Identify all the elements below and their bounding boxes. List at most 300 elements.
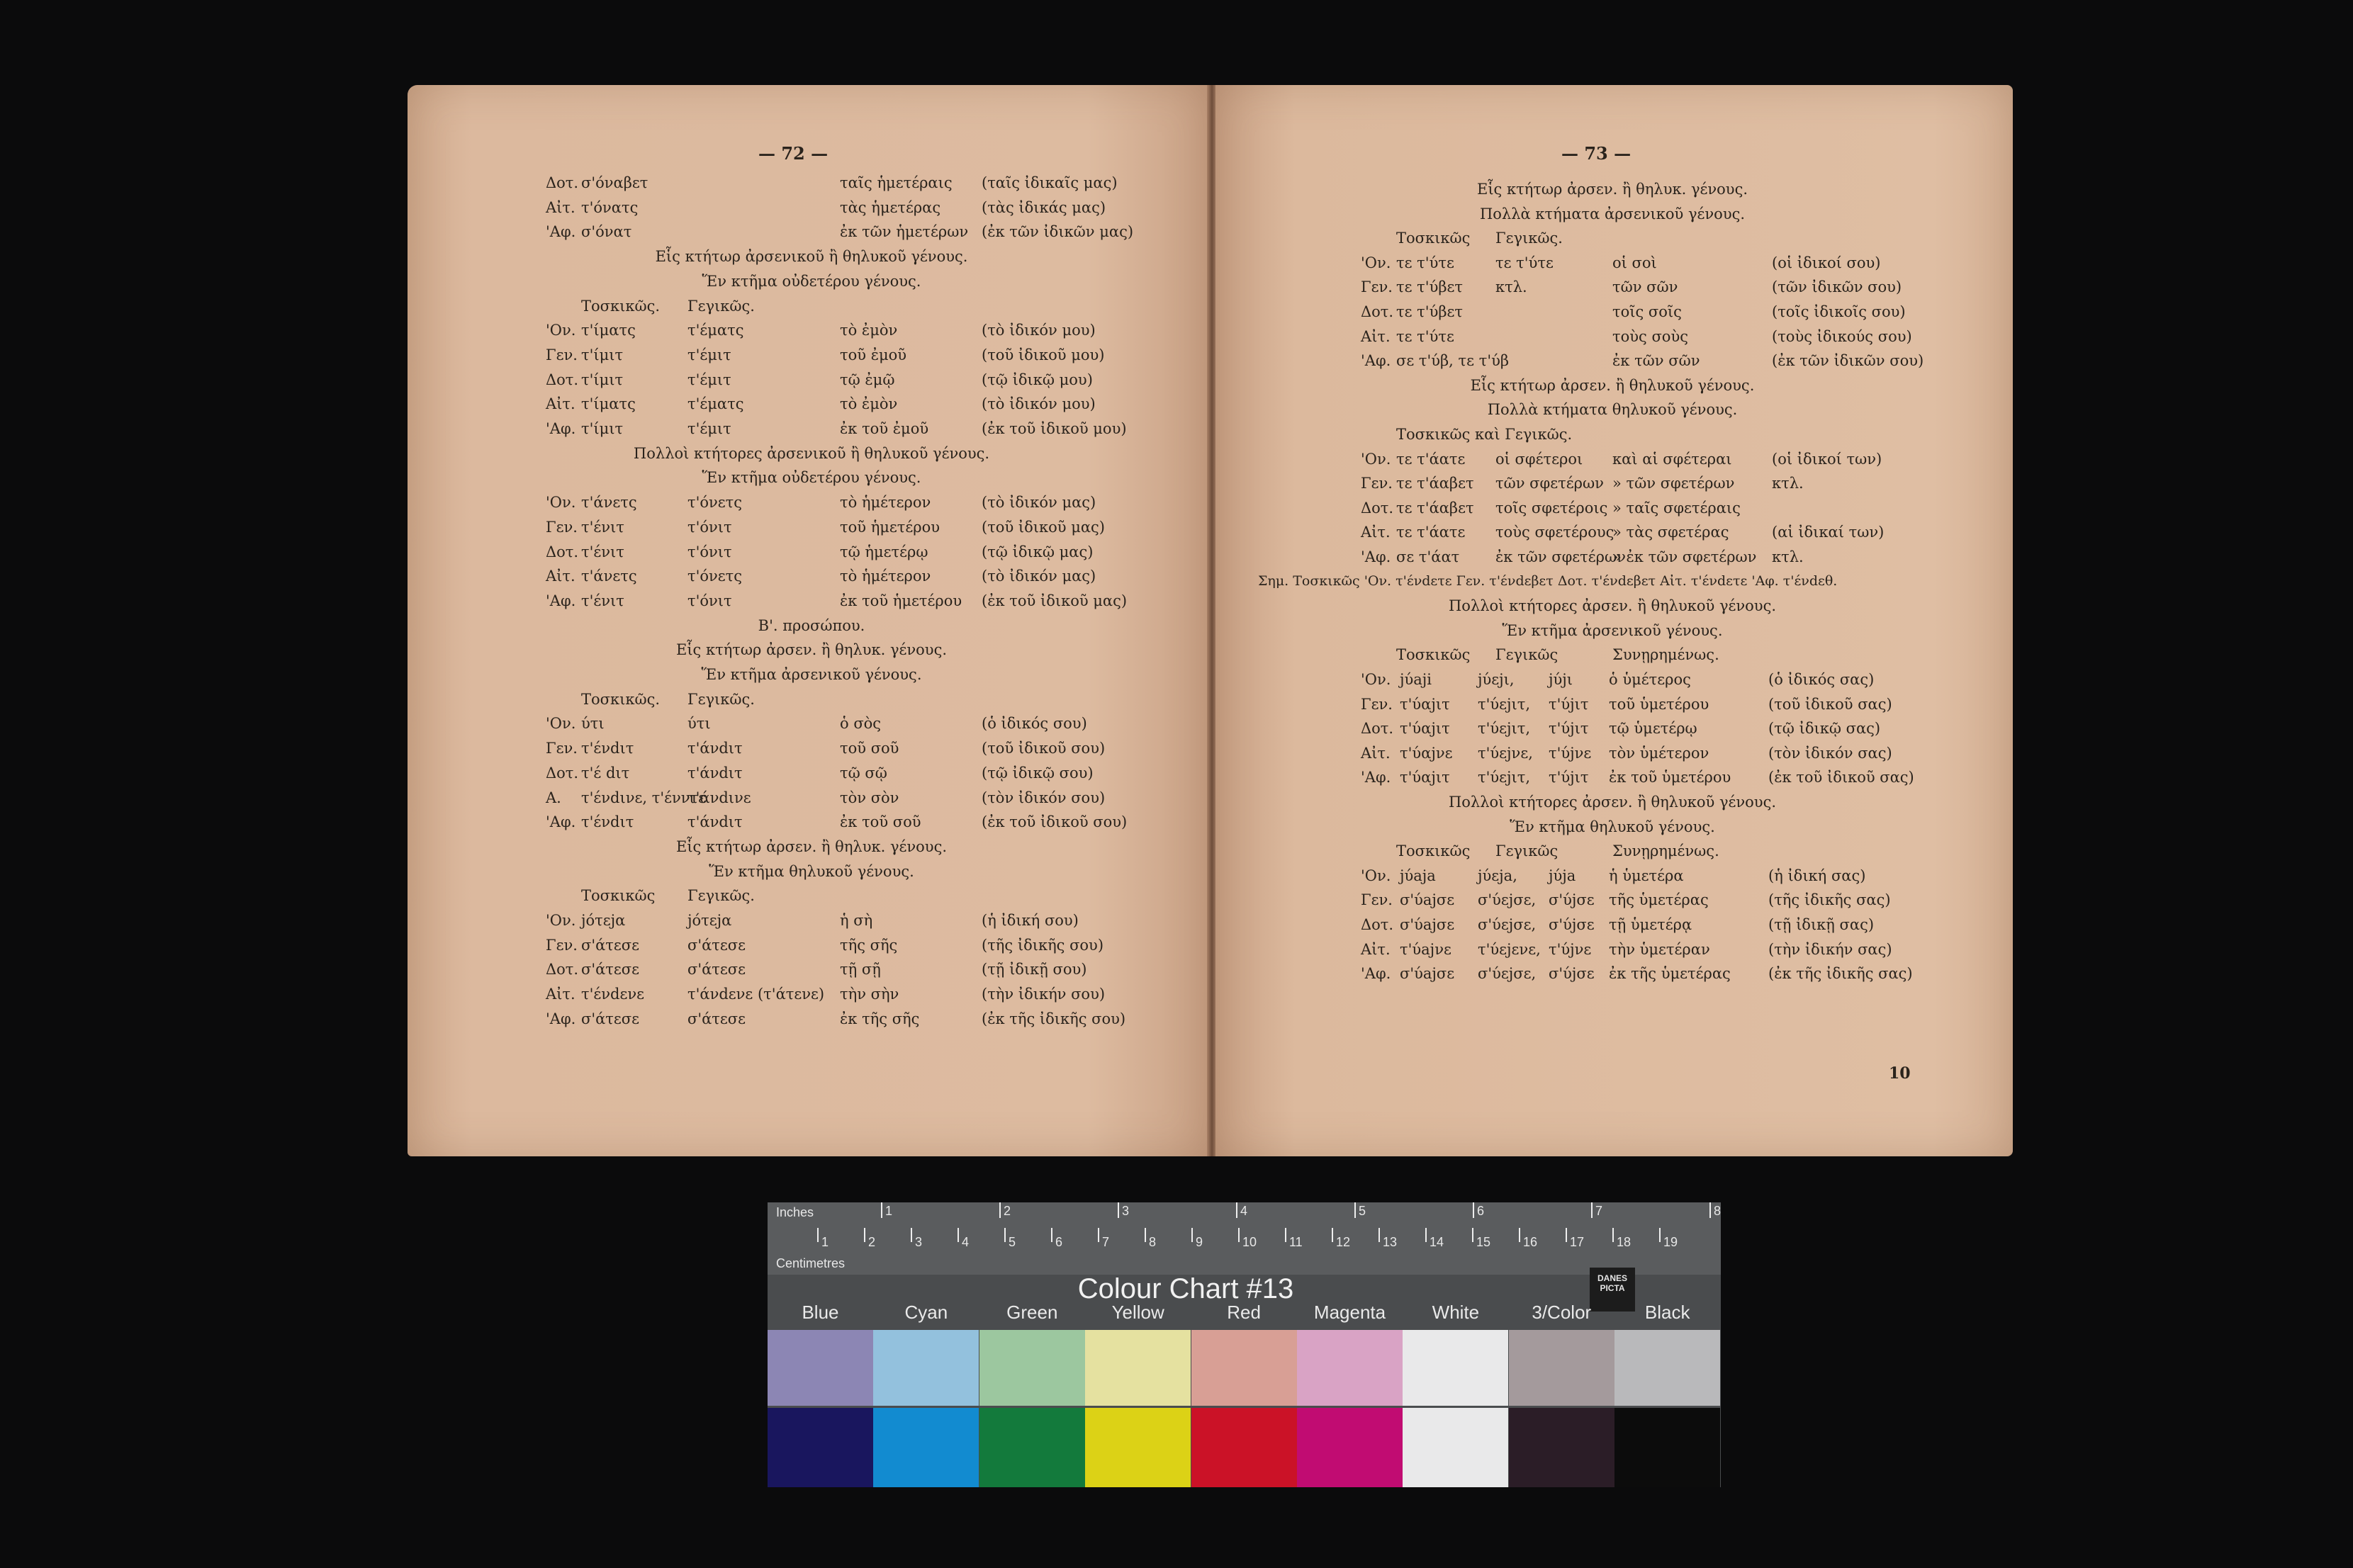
paradigm-cell: τοῖς σοῖς [1612,303,1682,320]
paradigm-cell: (ἐκ τῆς ἰδικῆς σας) [1768,965,1913,983]
paradigm-cell: 'Ον. [1361,254,1391,271]
paradigm-cell: τοὺς σοὺς [1612,327,1688,345]
paradigm-cell: τ'άνdιτ [687,764,743,782]
paradigm-cell: τ'όνετς [687,494,743,512]
paradigm-cell: τὴν σὴν [840,986,899,1003]
paradigm-cell: (τὸν ἰδικόν σας) [1768,744,1892,762]
paradigm-cell: (ἐκ τῆς ἰδικῆς σου) [982,1010,1126,1027]
section-heading: Ἕν κτῆμα οὐδετέρου γένους. [702,272,921,290]
paradigm-cell: Α. [546,789,561,806]
paradigm-cell: jύεja, [1478,867,1517,884]
paradigm-cell: (τὴν ἰδικήν σου) [982,986,1106,1003]
paradigm-cell: (τῷ ἰδικῷ μας) [982,543,1094,560]
paradigm-cell: τ'ύjιτ [1549,769,1589,786]
paradigm-cell: Δοτ. [546,543,579,560]
paradigm-cell: Αἰτ. [546,198,575,216]
paradigm-cell: τ'ύjνε [1549,940,1592,958]
cm-tick [1238,1228,1240,1242]
paradigm-cell: σ'ύjσε [1549,891,1595,909]
paradigm-cell: σ'άτεσε [687,961,746,978]
paradigm-cell: Δοτ. [546,764,579,782]
paradigm-cell: τ'άνdιτ [687,813,743,831]
paradigm-cell: (ὁ ἰδικός σας) [1768,671,1875,688]
section-heading: Εἷς κτήτωρ ἀρσενικοῦ ἢ θηλυκοῦ γένους. [655,248,968,266]
paradigm-cell: τ'όνιτ [687,543,732,560]
paradigm-cell: τοῦ ὑμετέρου [1609,695,1709,713]
paradigm-cell: τὸν σὸν [840,789,899,806]
inches-label: Inches [776,1205,814,1219]
cm-number: 11 [1289,1235,1303,1249]
inch-tick [1118,1202,1119,1218]
paradigm-cell: ἐκ τῶν σῶν [1612,352,1700,370]
paradigm-cell: Δοτ. [546,371,579,388]
paradigm-cell: τοὺς σφετέρους [1495,524,1614,541]
paradigm-cell: (τοῦ ἰδικοῦ μου) [982,346,1105,363]
paradigm-cell: ἡ ὑμετέρα [1609,867,1684,884]
cm-tick [1285,1228,1286,1242]
paradigm-cell: τὸ ἡμέτερον [840,568,931,585]
paradigm-cell: τ'όνετς [687,568,743,585]
paradigm-cell: τ'ύjνε [1549,744,1592,762]
paradigm-cell: 'Ον. [546,715,576,733]
cm-tick [1519,1228,1520,1242]
paradigm-cell: σ'όνατ [581,223,632,241]
paradigm-cell: ἐκ τοῦ σοῦ [840,813,921,831]
paradigm-cell: Αἰτ. [1361,327,1391,345]
danes-picta-logo: DANES PICTA [1590,1268,1635,1312]
paradigm-cell: τ'έμιτ [687,346,731,363]
paradigm-cell: Δοτ. [1361,499,1394,517]
swatch-dark [1509,1408,1614,1487]
section-heading: Β'. προσώπου. [758,616,865,634]
paradigm-cell: τ'έμιτ [687,371,731,388]
paradigm-cell: τὸν ὑμέτερον [1609,744,1709,762]
paradigm-cell: τ'ένιτ [581,543,624,560]
paradigm-cell: Τοσκικῶς. [581,690,661,708]
paradigm-cell: τ'ίματς [581,322,636,339]
paradigm-cell: τῶν σῶν [1612,278,1678,296]
paradigm-cell: ἐκ τοῦ ἡμετέρου [840,592,962,609]
cm-tick [817,1228,819,1242]
paradigm-cell: Γεν. [1361,278,1393,296]
paradigm-cell: (αἱ ἰδικαί των) [1772,524,1885,541]
swatch-dark [1614,1408,1720,1487]
paradigm-cell: τ'ύεjνε, [1478,744,1533,762]
paradigm-cell: τοῦ ἡμετέρου [840,518,940,536]
paradigm-cell: » τῶν σφετέρων [1612,475,1735,492]
paradigm-cell: τῆς ὑμετέρας [1609,891,1709,909]
cm-number: 19 [1663,1235,1678,1249]
swatch-light [1085,1330,1191,1406]
inch-tick [881,1202,882,1218]
paradigm-cell: τ'άνdενε (τ'άτενε) [687,986,825,1003]
paradigm-cell: τ'ίματς [581,395,636,413]
paradigm-cell: 'Αφ. [1361,548,1391,565]
paradigm-cell: (τοὺς ἰδικούς σου) [1772,327,1912,345]
swatch-light [1614,1330,1720,1406]
paradigm-cell: Τοσκικῶς [1396,230,1471,247]
swatch-label: Cyan [904,1302,948,1323]
page-number-right: — 73 — [1561,143,1632,164]
paradigm-cell: τῶν σφετέρων [1495,475,1604,492]
paradigm-cell: τ'ύεjιτ, [1478,695,1531,713]
paradigm-cell: τε τ'άατε [1396,450,1466,468]
paradigm-cell: (τὰς ἰδικάς μας) [982,198,1106,216]
paradigm-cell: Τοσκικῶς [1396,842,1471,860]
paradigm-cell: σ'ύajσε [1400,891,1455,909]
swatch-light [1509,1330,1614,1406]
paradigm-cell: τ'ένdιτ [581,740,634,757]
paradigm-cell: (τῆς ἰδικῆς σου) [982,936,1104,954]
paradigm-cell: τ'άνετς [581,494,637,512]
paradigm-cell: τ'ένιτ [581,518,624,536]
book-spread [408,85,2013,1156]
paradigm-cell: ὁ σὸς [840,715,882,733]
cm-tick [1425,1228,1427,1242]
paradigm-cell: jύjι [1549,671,1573,688]
paradigm-cell: Αἰτ. [1361,940,1391,958]
paradigm-cell: τῷ ἐμῷ [840,371,895,388]
swatch-light [1297,1330,1403,1406]
paradigm-cell: Δοτ. [1361,720,1394,738]
paradigm-cell: (τοῦ ἰδικοῦ σου) [982,740,1106,757]
paradigm-cell: τ'ύαjνε [1400,744,1453,762]
cm-tick [1191,1228,1193,1242]
paradigm-cell: 'Ον. [546,494,576,512]
paradigm-cell: (τῇ ἰδικῇ σου) [982,961,1087,978]
paradigm-cell: (τὸ ἰδικόν μας) [982,568,1096,585]
paradigm-cell: σ'άτεσε [687,1010,746,1027]
paradigm-cell: jύaji [1400,671,1432,688]
centimetres-label: Centimetres [776,1256,846,1270]
paradigm-cell: τ'άνdινε [687,789,751,806]
paradigm-cell: τ'ύεjιτ, [1478,720,1531,738]
section-heading: Εἷς κτήτωρ ἀρσεν. ἢ θηλυκ. γένους. [675,641,948,659]
swatch-dark [1191,1408,1297,1487]
cm-tick [1659,1228,1661,1242]
inch-number: 5 [1359,1204,1366,1218]
inch-number: 4 [1240,1204,1248,1218]
cm-tick [1098,1228,1099,1242]
swatch-light [768,1330,873,1406]
inch-number: 2 [1004,1204,1011,1218]
paradigm-cell: 'Αφ. [1361,769,1391,786]
paradigm-cell: τ'έμιτ [687,420,731,437]
swatch-label: Black [1644,1302,1690,1323]
paradigm-cell: (ἡ ἰδική σας) [1768,867,1866,884]
section-heading: Πολλὰ κτήματα ἀρσενικοῦ γένους. [1479,205,1746,222]
paradigm-cell: τ'ύjιτ [1549,720,1589,738]
paradigm-cell: τ'ένdενε [581,986,645,1003]
inch-number: 7 [1595,1204,1603,1218]
paradigm-cell: τ'όνιτ [687,592,732,609]
paradigm-cell: τῇ ὑμετέρᾳ [1609,916,1692,933]
cm-tick [1472,1228,1473,1242]
inch-number: 8 [1714,1204,1722,1218]
cm-number: 6 [1055,1235,1063,1249]
paradigm-cell: jύja [1549,867,1576,884]
swatch-label: Red [1227,1302,1261,1323]
inch-number: 6 [1477,1204,1485,1218]
paradigm-cell: (τῷ ἰδικῷ σας) [1768,720,1881,738]
paradigm-cell: σ'ύjσε [1549,916,1595,933]
paradigm-cell: οἱ σοὶ [1612,254,1657,271]
paradigm-cell: 'Ον. [1361,450,1391,468]
swatch-label: Blue [802,1302,839,1323]
paradigm-cell: (ἐκ τοῦ ἰδικοῦ σου) [982,813,1128,831]
paradigm-cell: Συνῃρημένως. [1612,646,1719,664]
paradigm-cell: τε τ'ύτε [1396,254,1454,271]
colour-chart [768,1202,1721,1487]
cm-tick [911,1228,912,1242]
paradigm-cell: (τῆς ἰδικῆς σας) [1768,891,1891,909]
inch-tick [1591,1202,1593,1218]
paradigm-cell: σ'ύεjσε, [1478,916,1537,933]
paradigm-cell: τ'όνατς [581,198,639,216]
paradigm-cell: Τοσκικῶς [581,887,656,905]
paradigm-cell: τῷ ἡμετέρῳ [840,543,928,560]
left-page [408,85,1208,1156]
paradigm-cell: ύτι [687,715,711,733]
paradigm-cell: σ'άτεσε [581,1010,640,1027]
paradigm-cell: Γεν. [1361,695,1393,713]
cm-tick [958,1228,959,1242]
right-page [1215,85,2013,1156]
paradigm-cell: (ἐκ τοῦ ἰδικοῦ μας) [982,592,1128,609]
section-heading: Πολλὰ κτήματα θηλυκοῦ γένους. [1487,401,1738,419]
paradigm-cell: (οἱ ἰδικοί σου) [1772,254,1881,271]
paradigm-cell: (ἐκ τοῦ ἰδικοῦ σας) [1768,769,1914,786]
paradigm-cell: ἐκ τῆς σῆς [840,1010,920,1027]
paradigm-cell: οἱ σφέτεροι [1495,450,1583,468]
paradigm-cell: ἐκ τῆς ὑμετέρας [1609,965,1731,983]
paradigm-cell: τε τ'ύτε [1495,254,1554,271]
section-heading: Πολλοὶ κτήτορες ἀρσεν. ἢ θηλυκοῦ γένους. [1448,597,1777,615]
paradigm-cell: (τοῦ ἰδικοῦ μας) [982,518,1105,536]
paradigm-cell: κτλ. [1772,548,1804,565]
paradigm-cell: τ'όνιτ [687,518,732,536]
paradigm-cell: (ἐκ τῶν ἰδικῶν μας) [982,223,1134,241]
paradigm-cell: σ'ύajσε [1400,916,1455,933]
swatch-light [1191,1330,1297,1406]
paradigm-cell: (ἡ ἰδική σου) [982,912,1079,929]
inch-tick [1473,1202,1474,1218]
cm-number: 5 [1009,1235,1016,1249]
paradigm-cell: τε τ'άατε [1396,524,1466,541]
swatch-label: Magenta [1313,1302,1386,1323]
paradigm-cell: (τὴν ἰδικήν σας) [1768,940,1892,958]
swatch-label: Green [1006,1302,1058,1323]
cm-number: 17 [1570,1235,1585,1249]
swatch-light [1403,1330,1508,1406]
paradigm-cell: ἐκ τῶν ἡμετέρων [840,223,969,241]
paradigm-cell: Γεν. [546,346,578,363]
paradigm-cell: ἐκ τοῦ ὑμετέρου [1609,769,1731,786]
cm-number: 8 [1149,1235,1157,1249]
paradigm-cell: (τὸ ἰδικόν μου) [982,322,1096,339]
paradigm-cell: σ'ύεjσε, [1478,965,1537,983]
paradigm-cell: τ'ύjιτ [1549,695,1589,713]
cm-number: 16 [1523,1235,1538,1249]
paradigm-cell: τῷ σῷ [840,764,887,782]
paradigm-cell: σε τ'άατ [1396,548,1460,565]
paradigm-cell: jύaja [1400,867,1436,884]
paradigm-cell: (τῇ ἰδικῇ σας) [1768,916,1875,933]
paradigm-cell: (τῷ ἰδικῷ μου) [982,371,1093,388]
section-heading: Πολλοὶ κτήτορες ἀρσεν. ἢ θηλυκοῦ γένους. [1448,794,1777,811]
paradigm-cell: τ'ένdινε, τ'ένντε [581,789,707,806]
colour-chart-title: Colour Chart #13 [1077,1273,1294,1304]
section-heading: Ἕν κτῆμα θηλυκοῦ γένους. [709,862,914,880]
paradigm-cell: jότεjα [687,912,732,929]
inch-number: 1 [885,1204,893,1218]
paradigm-cell: Γεν. [546,740,578,757]
paradigm-cell: τε τ'ύτε [1396,327,1454,345]
paradigm-cell: τε τ'άαβετ [1396,475,1474,492]
paradigm-cell: Γεν. [546,936,578,954]
paradigm-cell: Γεγικῶς. [687,887,755,905]
paradigm-cell: Γεν. [1361,891,1393,909]
paradigm-cell: 'Ον. [1361,671,1391,688]
paradigm-cell: ύτι [581,715,605,733]
paradigm-cell: Αἰτ. [546,395,575,413]
cm-tick [1004,1228,1006,1242]
paradigm-cell: σ'άτεσε [581,936,640,954]
paradigm-cell: σε τ'ύβ, τε τ'ύβ [1396,352,1510,370]
cm-number: 13 [1383,1235,1398,1249]
paradigm-cell: Δοτ. [1361,303,1394,320]
paradigm-cell: τ'ύεjενε, [1478,940,1541,958]
paradigm-cell: τε τ'άαβετ [1396,499,1474,517]
section-heading: Ἕν κτῆμα ἀρσενικοῦ γένους. [1502,621,1723,639]
paradigm-cell: » ταῖς σφετέραις [1612,499,1741,517]
cm-number: 7 [1102,1235,1110,1249]
section-heading: Ἕν κτῆμα ἀρσενικοῦ γένους. [701,666,922,683]
paradigm-cell: 'Αφ. [546,813,576,831]
cm-number: 3 [915,1235,923,1249]
paradigm-cell: jύεjι, [1478,671,1515,688]
paradigm-cell: τὸ ἐμὸν [840,322,898,339]
paradigm-cell: Δοτ. [546,961,579,978]
paradigm-cell: (τὸ ἰδικόν μας) [982,494,1096,512]
cm-tick [1612,1228,1614,1242]
paradigm-cell: (τὸ ἰδικόν μου) [982,395,1096,413]
paradigm-cell: καὶ αἱ σφέτεραι [1612,450,1732,468]
cm-number: 12 [1336,1235,1351,1249]
paradigm-cell: ὁ ὑμέτερος [1609,671,1691,688]
paradigm-cell: τε τ'ύβετ [1396,278,1463,296]
section-heading: Εἷς κτήτωρ ἀρσεν. ἢ θηλυκ. γένους. [1476,181,1748,198]
paradigm-cell: ἡ σὴ [840,912,873,929]
cm-tick [1332,1228,1333,1242]
cm-number: 1 [821,1235,829,1249]
swatch-dark [1085,1408,1191,1487]
paradigm-cell: τὸ ἡμέτερον [840,494,931,512]
paradigm-cell: Τοσκικῶς καὶ Γεγικῶς. [1396,426,1573,443]
paradigm-cell: τ'έματς [687,395,744,413]
cm-tick [1566,1228,1567,1242]
paradigm-cell: (τῷ ἰδικῷ σου) [982,764,1094,782]
inch-tick [1709,1202,1711,1218]
paradigm-cell: τῆς σῆς [840,936,898,954]
paradigm-cell: τ'ίμιτ [581,371,624,388]
cm-tick [864,1228,865,1242]
paradigm-cell: (τοῖς ἰδικοῖς σου) [1772,303,1906,320]
paradigm-cell: σ'άτεσε [687,936,746,954]
cm-number: 4 [962,1235,970,1249]
paradigm-cell: Δοτ. [1361,916,1394,933]
swatch-label: White [1432,1302,1480,1323]
paradigm-cell: (ἐκ τῶν ἰδικῶν σου) [1772,352,1924,370]
paradigm-cell: Αἰτ. [1361,524,1391,541]
paradigm-cell: Γεγικῶς [1495,842,1559,860]
paradigm-cell: 'Αφ. [1361,965,1391,983]
paradigm-cell: Τοσκικῶς. [581,297,661,315]
swatch-light [979,1330,1085,1406]
paradigm-cell: τ'ύαjιτ [1400,720,1450,738]
paradigm-cell: 'Ον. [1361,867,1391,884]
paradigm-cell: Γεγικῶς. [687,297,755,315]
paradigm-cell: (τῶν ἰδικῶν σου) [1772,278,1902,296]
paradigm-cell: ἐκ τῶν σφετέρων [1495,548,1626,565]
cm-number: 14 [1430,1235,1444,1249]
footnote: Σημ. Τοσκικῶς 'Ον. τ'ένdετε Γεν. τ'ένdεβετ Δοτ. τ'ένdεβετ Αἰτ. τ'ένdετε 'Αφ. τ'ένdεθ. [1258,573,1838,589]
paradigm-cell: (τὸν ἰδικόν σου) [982,789,1106,806]
paradigm-cell: τῇ σῇ [840,961,881,978]
paradigm-cell: τ'ύαjιτ [1400,769,1450,786]
paradigm-cell: Γεγικῶς. [1495,230,1563,247]
paradigm-cell: 'Αφ. [546,420,576,437]
paradigm-cell: τ'άνdιτ [687,740,743,757]
paradigm-cell: Γεγικῶς. [687,690,755,708]
paradigm-cell: 'Αφ. [546,1010,576,1027]
section-heading: Ἕν κτῆμα θηλυκοῦ γένους. [1510,818,1715,835]
paradigm-cell: jότεjα [581,912,626,929]
paradigm-cell: Γεν. [546,518,578,536]
paradigm-cell: Αἰτ. [1361,744,1391,762]
swatch-dark [768,1408,873,1487]
swatch-label: 3/Color [1532,1302,1592,1323]
paradigm-cell: σ'όναβετ [581,174,648,191]
signature-number: 10 [1889,1064,1911,1083]
paradigm-cell: Συνῃρημένως. [1612,842,1719,860]
paradigm-cell: 'Αφ. [1361,352,1391,370]
paradigm-cell: (ἐκ τοῦ ἰδικοῦ μου) [982,420,1127,437]
cm-number: 2 [868,1235,876,1249]
paradigm-cell: τ'ύαjιτ [1400,695,1450,713]
swatch-light [873,1330,979,1406]
paradigm-cell: ἐκ τοῦ ἐμοῦ [840,420,929,437]
paradigm-cell: (τοῦ ἰδικοῦ σας) [1768,695,1892,713]
paradigm-cell: τε τ'ύβετ [1396,303,1463,320]
paradigm-cell: τὸ ἐμὸν [840,395,898,413]
swatch-dark [979,1408,1085,1487]
paradigm-cell: τὰς ἡμετέρας [840,198,941,216]
paradigm-cell: τοῦ ἐμοῦ [840,346,907,363]
paradigm-cell: τὴν ὑμετέραν [1609,940,1710,958]
paradigm-cell: Αἰτ. [546,568,575,585]
paradigm-cell: τῷ ὑμετέρῳ [1609,720,1697,738]
ruler-scale [768,1202,1721,1275]
paradigm-cell: τ'ύεjιτ, [1478,769,1531,786]
cm-number: 9 [1196,1235,1203,1249]
paradigm-cell: κτλ. [1495,278,1527,296]
section-heading: Πολλοὶ κτήτορες ἀρσενικοῦ ἢ θηλυκοῦ γένους. [633,444,990,462]
paradigm-cell: τ'ένιτ [581,592,624,609]
paradigm-cell: » τὰς σφετέρας [1612,524,1729,541]
paradigm-cell: σ'ύεjσε, [1478,891,1537,909]
swatch-label: Yellow [1111,1302,1164,1323]
